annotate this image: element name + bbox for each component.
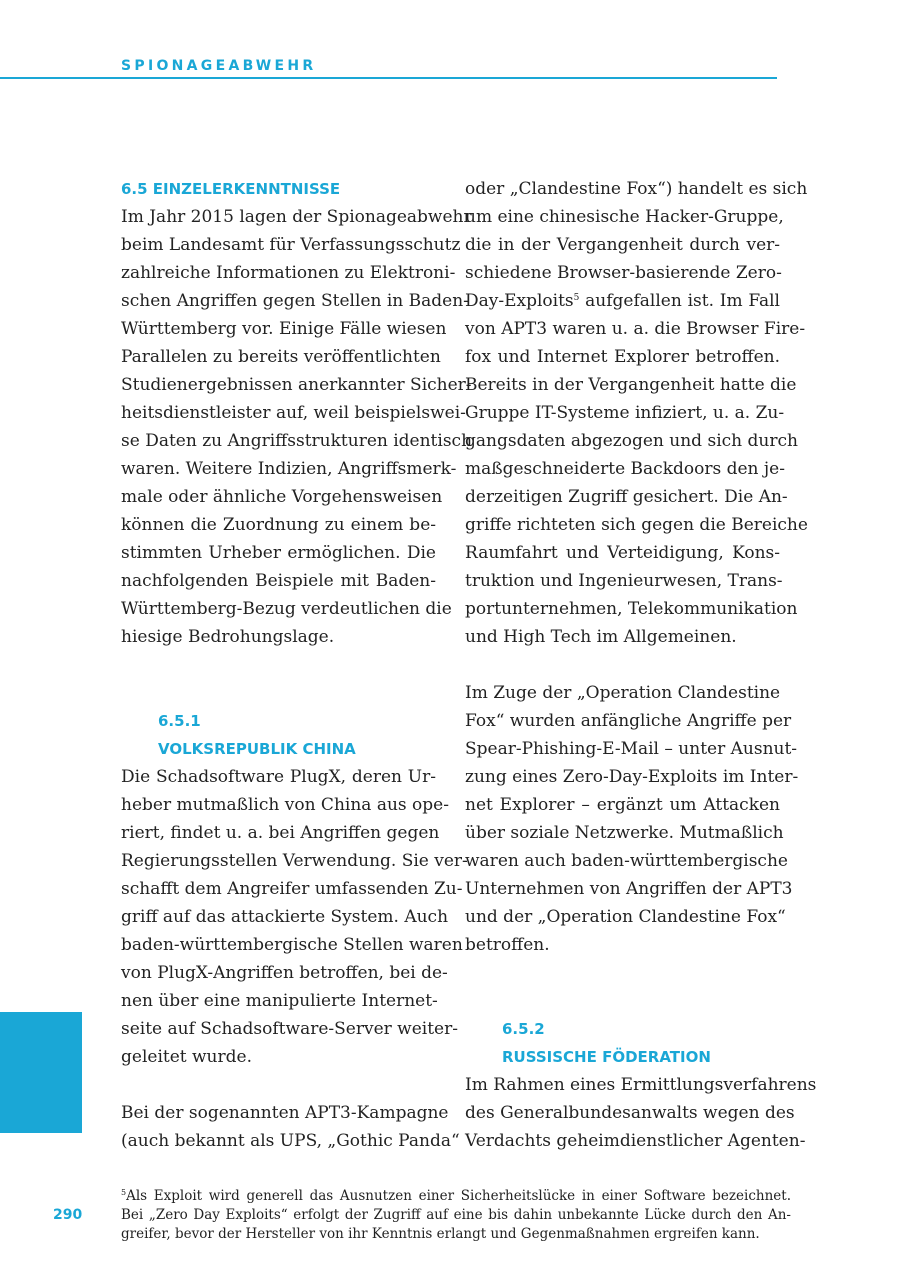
subheading-number: 6.5.2 bbox=[502, 1020, 545, 1038]
text-line: heber mutmaßlich von China aus ope- bbox=[121, 795, 449, 815]
subheading-title: RUSSISCHE FÖDERATION bbox=[502, 1048, 711, 1066]
text-line: derzeitigen Zugriff gesichert. Die An- bbox=[465, 487, 788, 507]
text-line: Gruppe IT-Systeme infiziert, u. a. Zu- bbox=[465, 403, 785, 423]
text-line: um eine chinesische Hacker-Gruppe, bbox=[465, 207, 784, 227]
text-line: von PlugX-Angriffen betroffen, bei de- bbox=[121, 963, 448, 983]
text-line: können die Zuordnung zu einem be- bbox=[121, 515, 436, 535]
right-column bbox=[465, 175, 817, 1155]
text-line: Raumfahrt und Verteidigung, Kons- bbox=[465, 543, 780, 563]
text-line: portunternehmen, Telekommunikation bbox=[465, 599, 798, 619]
text-line: griff auf das attackierte System. Auch bbox=[121, 907, 449, 927]
text-line: zung eines Zero-Day-Exploits im Inter- bbox=[465, 767, 799, 787]
text-fragment: aufgefallen ist. Im Fall bbox=[579, 291, 780, 311]
text-line: betroffen. bbox=[465, 935, 550, 955]
text-line: beim Landesamt für Verfassungsschutz bbox=[121, 235, 461, 255]
text-line: Unternehmen von Angriffen der APT3 bbox=[465, 879, 793, 899]
text-line: Spear-Phishing-E-Mail – unter Ausnut- bbox=[465, 739, 798, 759]
footnote-line: Bei „Zero Day Exploits“ erfolgt der Zugriff auf eine bis dahin unbekannte Lücke durch den An- bbox=[121, 1207, 791, 1223]
text-line: heitsdienstleister auf, weil beispielswei- bbox=[121, 403, 466, 423]
text-line: nachfolgenden Beispiele mit Baden- bbox=[121, 571, 436, 591]
text-line: Im Zuge der „Operation Clandestine bbox=[465, 683, 781, 703]
running-header-title: SPIONAGEABWEHR bbox=[121, 58, 317, 74]
text-line: von APT3 waren u. a. die Browser Fire- bbox=[465, 319, 806, 339]
text-line: gangsdaten abgezogen und sich durch bbox=[465, 431, 798, 451]
text-line: Die Schadsoftware PlugX, deren Ur- bbox=[121, 767, 436, 787]
text-line: baden-württembergische Stellen waren bbox=[121, 935, 463, 955]
text-line: und High Tech im Allgemeinen. bbox=[465, 627, 737, 647]
text-line: nen über eine manipulierte Internet- bbox=[121, 991, 438, 1011]
text-line: und der „Operation Clandestine Fox“ bbox=[465, 907, 786, 927]
text-line: hiesige Bedrohungslage. bbox=[121, 627, 335, 647]
text-line: Parallelen zu bereits veröffentlichten bbox=[121, 347, 441, 367]
text-line: des Generalbundesanwalts wegen des bbox=[465, 1103, 795, 1123]
text-line: male oder ähnliche Vorgehensweisen bbox=[121, 487, 443, 507]
footnote-line bbox=[121, 1187, 791, 1206]
footnote bbox=[121, 1187, 791, 1244]
text-line-with-footnote bbox=[465, 287, 780, 315]
text-line: schiedene Browser-basierende Zero- bbox=[465, 263, 782, 283]
intro-paragraph bbox=[121, 203, 473, 651]
text-line: über soziale Netzwerke. Mutmaßlich bbox=[465, 823, 784, 843]
text-line: Verdachts geheimdienstlicher Agenten- bbox=[465, 1131, 806, 1151]
text-line: Württemberg vor. Einige Fälle wiesen bbox=[121, 319, 447, 339]
apt3-paragraph bbox=[121, 1099, 460, 1155]
text-line: waren auch baden-württembergische bbox=[465, 851, 788, 871]
text-line: stimmten Urheber ermöglichen. Die bbox=[121, 543, 436, 563]
text-line: riert, findet u. a. bei Angriffen gegen bbox=[121, 823, 440, 843]
plugx-paragraph bbox=[121, 763, 468, 1071]
footnote-line: greifer, bevor der Hersteller von ihr Kenntnis erlangt und Gegenmaßnahmen ergreifen kann. bbox=[121, 1226, 760, 1242]
text-line: schafft dem Angreifer umfassenden Zu- bbox=[121, 879, 463, 899]
text-line: die in der Vergangenheit durch ver- bbox=[465, 235, 780, 255]
text-line: Im Rahmen eines Ermittlungsverfahrens bbox=[465, 1075, 817, 1095]
clandestine-fox-paragraph bbox=[465, 679, 799, 959]
text-line: schen Angriffen gegen Stellen in Baden- bbox=[121, 291, 469, 311]
header-rule bbox=[0, 77, 777, 79]
text-line: Fox“ wurden anfängliche Angriffe per bbox=[465, 711, 792, 731]
footnote-text: Als Exploit wird generell das Ausnutzen einer Sicherheitslücke in einer Software bezeichnet. bbox=[126, 1188, 791, 1204]
text-line: Regierungsstellen Verwendung. Sie ver- bbox=[121, 851, 468, 871]
text-line: Im Jahr 2015 lagen der Spionageabwehr bbox=[121, 207, 472, 227]
text-line: waren. Weitere Indizien, Angriffsmerk- bbox=[121, 459, 457, 479]
text-line: (auch bekannt als UPS, „Gothic Panda“ bbox=[121, 1131, 460, 1151]
text-line: Studienergebnissen anerkannter Sicher- bbox=[121, 375, 472, 395]
section-heading: 6.5 EINZELERKENNTNISSE bbox=[121, 180, 341, 198]
page-number: 290 bbox=[53, 1207, 83, 1223]
text-line: griffe richteten sich gegen die Bereiche bbox=[465, 515, 808, 535]
text-line: se Daten zu Angriffsstrukturen identisch bbox=[121, 431, 473, 451]
subheading-number: 6.5.1 bbox=[158, 712, 201, 730]
text-line: Bereits in der Vergangenheit hatte die bbox=[465, 375, 797, 395]
text-line: Bei der sogenannten APT3-Kampagne bbox=[121, 1103, 449, 1123]
footnote-reference: 5 bbox=[573, 293, 580, 303]
text-line: Württemberg-Bezug verdeutlichen die bbox=[121, 599, 452, 619]
text-line: fox und Internet Explorer betroffen. bbox=[465, 347, 780, 367]
text-line: oder „Clandestine Fox“) handelt es sich bbox=[465, 179, 808, 199]
left-column bbox=[121, 175, 473, 1155]
text-line: geleitet wurde. bbox=[121, 1047, 252, 1067]
text-line: net Explorer – ergänzt um Attacken bbox=[465, 795, 780, 815]
text-line: seite auf Schadsoftware-Server weiter- bbox=[121, 1019, 458, 1039]
text-line: maßgeschneiderte Backdoors den je- bbox=[465, 459, 785, 479]
text-line: zahlreiche Informationen zu Elektroni- bbox=[121, 263, 456, 283]
chapter-side-tab bbox=[0, 1012, 82, 1133]
footnote-marker: 5 bbox=[121, 1188, 127, 1197]
apt3-continued-paragraph bbox=[465, 175, 808, 651]
subheading-title: VOLKSREPUBLIK CHINA bbox=[158, 740, 356, 758]
text-line: truktion und Ingenieurwesen, Trans- bbox=[465, 571, 783, 591]
russia-paragraph bbox=[465, 1071, 817, 1155]
text-fragment: Day-Exploits bbox=[465, 291, 574, 311]
